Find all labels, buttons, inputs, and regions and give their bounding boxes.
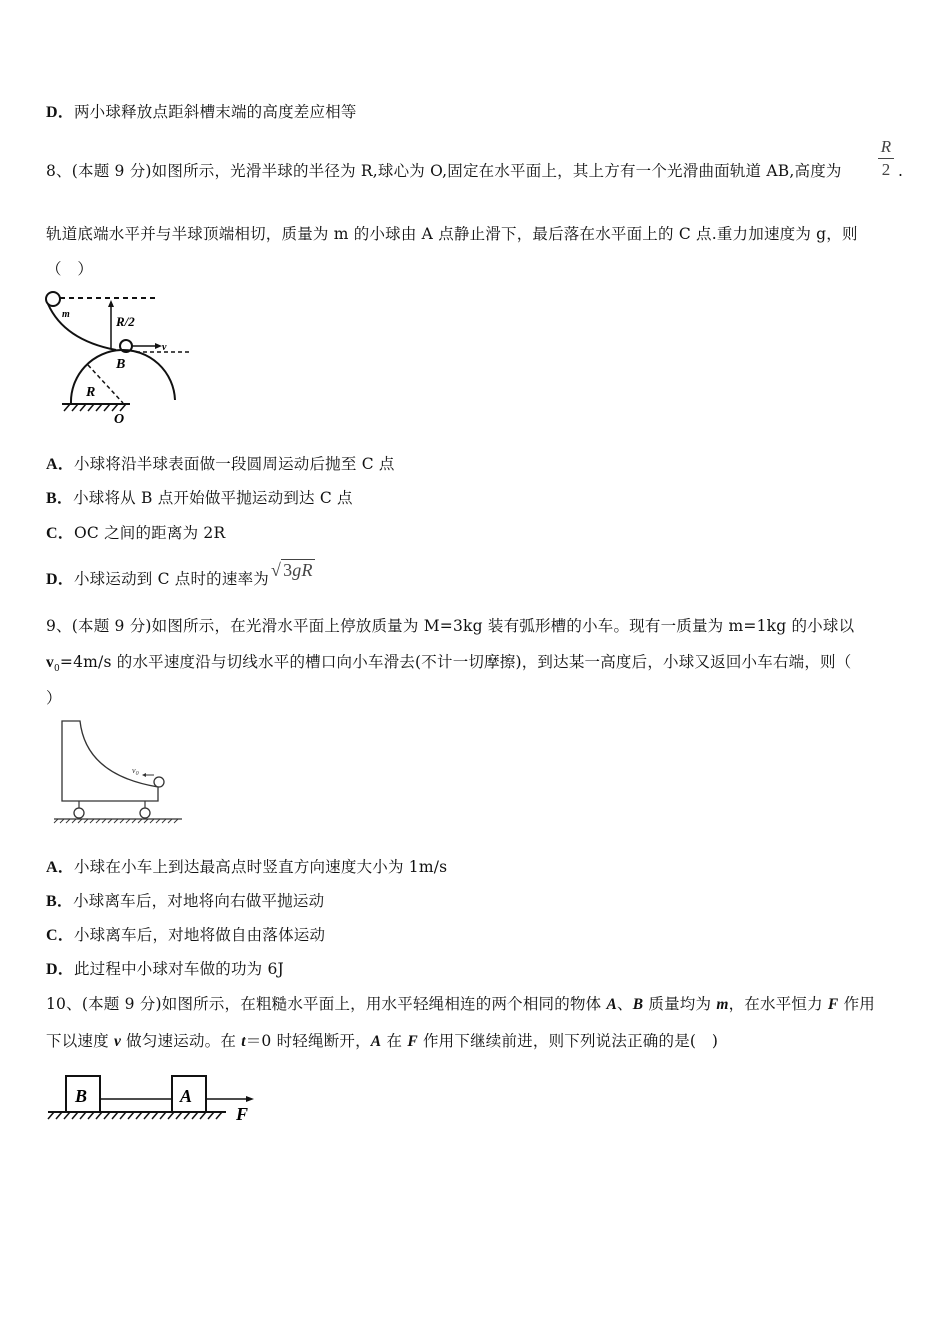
blocks-rope-diagram [44,1068,264,1128]
option-text: 小球在小车上到达最高点时竖直方向速度大小为 1m/s [73,858,448,876]
var-t: t [241,1033,246,1050]
q10-figure-blocks [44,1068,264,1128]
label-block-b: B [75,1086,88,1106]
var-f: F [407,1033,418,1050]
q8-option-c [46,523,225,544]
q7-option-d [46,102,357,123]
option-label: A． [46,456,74,473]
text-part: 质量均为 [643,995,717,1013]
q8-option-b [46,488,353,509]
question-number: 8、 [46,162,72,180]
fraction-denominator: 2 [881,160,891,179]
q9-stem-line1 [46,616,854,636]
option-label: B． [46,490,74,507]
q8-stem-line3: （ ） [46,260,94,278]
option-text: 小球将从 B 点开始做平抛运动到达 C 点 [73,489,353,507]
option-text: 小球运动到 C 点时的速率为 [73,570,269,588]
q8-option-a [46,454,395,475]
question-text: (本题 9 分)如图所示，光滑半球的半径为 R,球心为 O,固定在水平面上，其上方有一个光滑曲面轨道 AB,高度为 [71,162,842,180]
var-f: F [827,996,839,1013]
label-block-a: A [180,1086,193,1106]
option-text: 此过程中小球对车做的功为 6J [73,960,284,978]
var-a: A [606,996,618,1013]
fraction-r-over-2 [878,137,894,180]
option-label: A． [46,859,74,876]
sqrt-vars: gR [292,560,313,580]
q8-figure-hemisphere [44,290,194,425]
v0-symbol: v [46,654,54,671]
q9-stem-line2 [46,652,851,679]
hemisphere-track-diagram [44,290,194,425]
label-v: v [162,342,167,353]
q9-option-b [46,891,324,912]
option-label: D． [46,104,74,121]
q9-option-c [46,925,325,946]
text-part: ＝0 时轻绳断开， [245,1032,371,1050]
var-a: A [370,1033,382,1050]
v0-subscript: 0 [53,664,60,675]
label-r: R [86,385,96,400]
q10-stem-line2 [46,1031,718,1052]
q8-stem-line2: 轨道底端水平并与半球顶端相切，质量为 m 的小球由 A 点静止滑下，最后落在水平面上的 C 点.重力加速度为 g，则 [46,225,858,243]
q9-option-a [46,857,447,878]
question-number: 10、 [46,995,82,1013]
period: . [898,162,904,180]
label-v0: $v_0$ [132,766,139,777]
fraction-bar [878,158,894,159]
sqrt-3gR: √ 3gR [270,560,313,580]
option-text: 两小球释放点距斜槽末端的高度差应相等 [73,103,357,121]
q9-figure-cart [48,715,188,830]
label-r-half: R/2 [116,314,135,329]
var-v: v [113,1033,122,1050]
label-o: O [114,412,125,425]
text-part: 作用下继续前进，则下列说法正确的是( ) [417,1032,719,1050]
text-part: 下以速度 [46,1032,114,1050]
option-text: 小球离车后，对地将做自由落体运动 [73,926,326,944]
question-number: 9、 [46,617,72,635]
var-m: m [716,996,729,1013]
option-label: D． [46,571,74,588]
option-label: B． [46,893,74,910]
var-b: B [632,996,644,1013]
option-text: OC 之间的距离为 2R [73,524,226,542]
option-label: C． [46,525,74,542]
q9-option-d [46,959,284,980]
text-part: 作用 [838,995,875,1013]
label-force-f: F [236,1104,249,1124]
text-part: (本题 9 分)如图所示，在粗糙水平面上，用水平轻绳相连的两个相同的物体 [81,995,607,1013]
text-part: ，在水平恒力 [728,995,828,1013]
sqrt-coef: 3 [283,560,293,580]
fraction-numerator: R [880,137,892,156]
q10-stem-line1 [46,994,875,1015]
text-part: 、 [617,995,633,1013]
cart-groove-diagram [48,715,188,830]
q9-stem-line3: ） [46,689,62,707]
question-text: (本题 9 分)如图所示，在光滑水平面上停放质量为 M=3kg 装有弧形槽的小车。现有一质量为 m=1kg 的小球以 [71,617,855,635]
q8-stem-line1 [46,161,842,181]
text-part: 做匀速运动。在 [121,1032,242,1050]
label-m: m [62,309,70,320]
question-text: =4m/s 的水平速度沿与切线水平的槽口向小车滑去(不计一切摩擦)，到达某一高度后，小球又返回小车右端，则（ [59,653,852,671]
label-b: B [116,357,126,372]
option-label: D． [46,961,74,978]
text-part: 在 [381,1032,408,1050]
q8-line1-period [898,161,903,181]
option-text: 小球离车后，对地将向右做平抛运动 [73,892,325,910]
option-label: C． [46,927,74,944]
option-text: 小球将沿半球表面做一段圆周运动后抛至 C 点 [73,455,395,473]
q8-option-d [46,560,315,590]
